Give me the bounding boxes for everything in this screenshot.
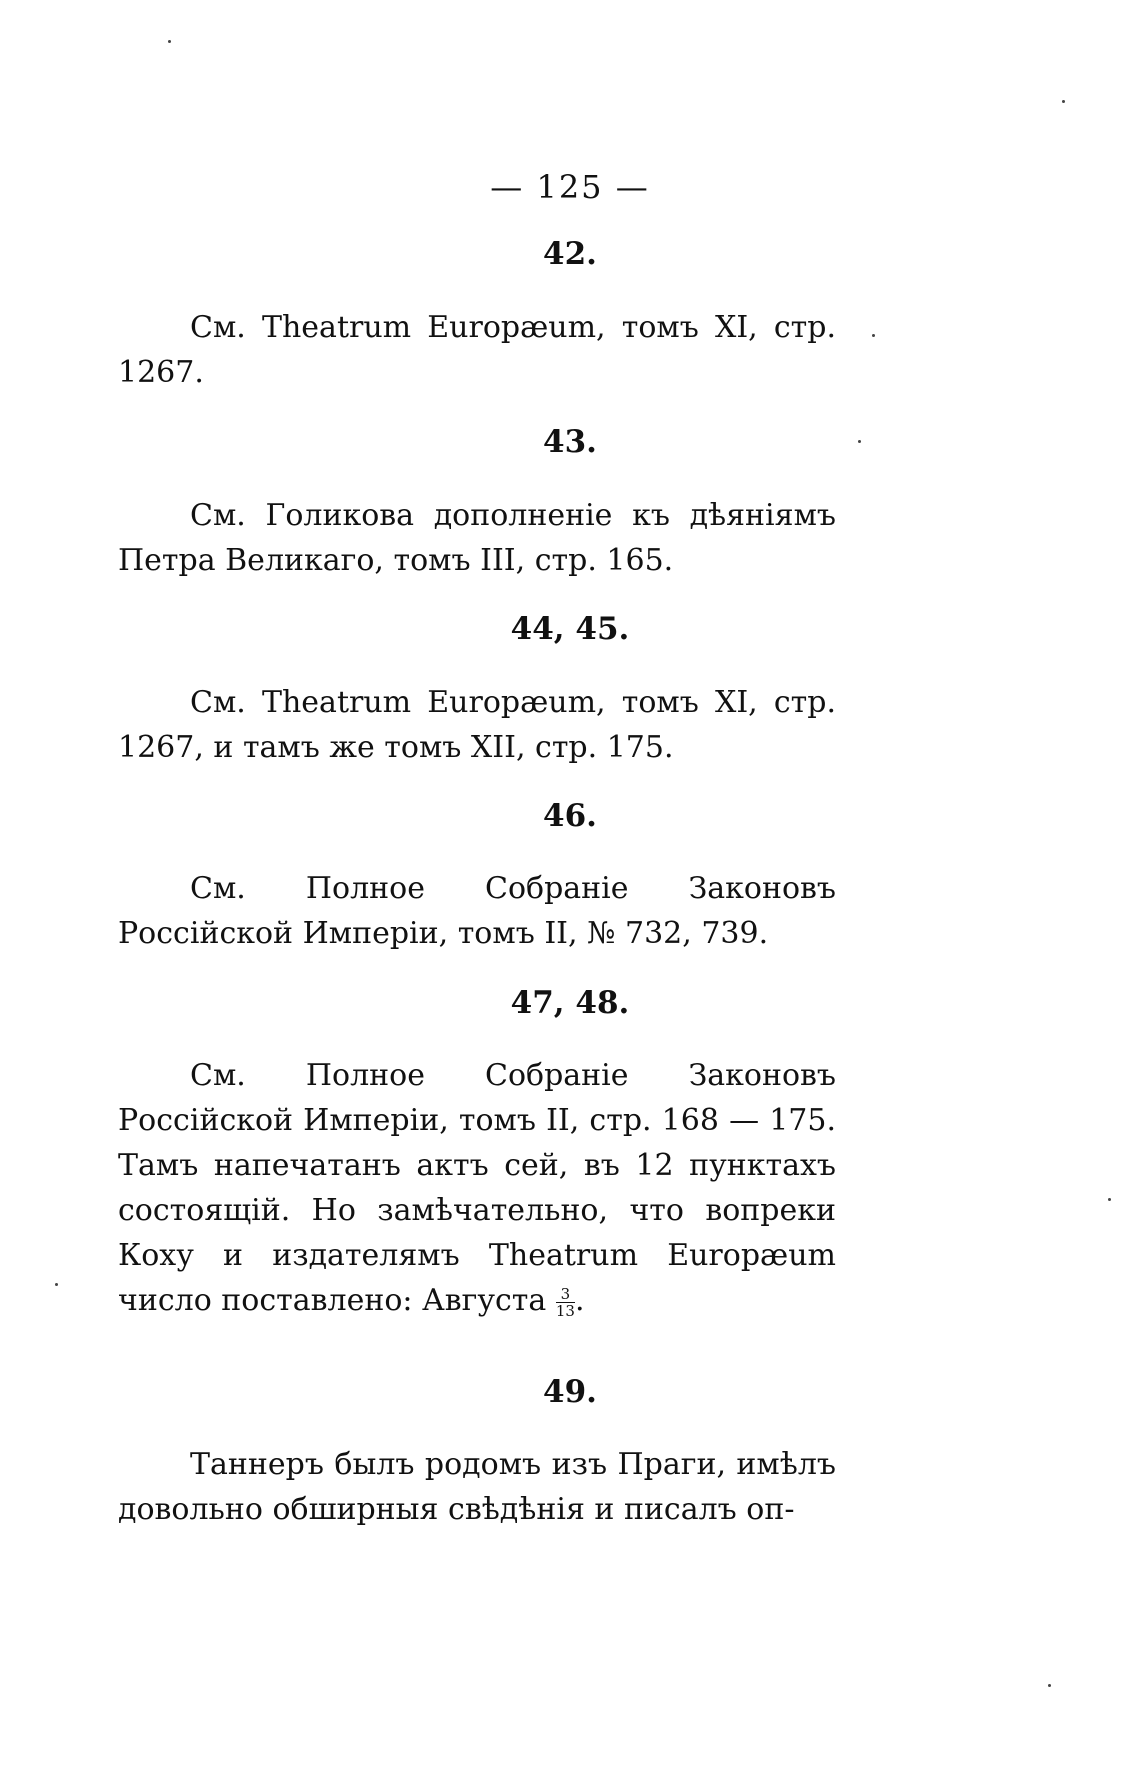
- page-number: — 125 —: [490, 168, 650, 206]
- scan-speck: [1048, 1684, 1051, 1687]
- note-text-44-45: См. Theatrum Europæum, томъ XI, стр. 1267, и тамъ же томъ XII, стр. 175.: [118, 685, 836, 765]
- note-number-42: 42.: [543, 236, 597, 272]
- fraction-denominator: 13: [555, 1301, 575, 1320]
- note-text-46: См. Полное Собраніе Законовъ Россійской Имперіи, томъ II, № 732, 739.: [118, 871, 836, 951]
- note-text-47-48-body: См. Полное Собраніе Законовъ Россійской Имперіи, томъ II, стр. 168 — 175. Тамъ напечатанъ актъ сей, въ 12 пунктахъ состоящій. Но замѣчательно, что вопреки Коху и издателямъ Theatrum Europæum число поставлено: Августа: [118, 1058, 836, 1318]
- note-text-47-48-end: .: [574, 1283, 585, 1318]
- scan-speck: [168, 40, 171, 43]
- note-number-47-48: 47, 48.: [510, 985, 630, 1021]
- date-fraction: [555, 1284, 575, 1320]
- note-number-46: 46.: [543, 798, 597, 834]
- note-text-47-48: [118, 1053, 836, 1323]
- note-text-42: См. Theatrum Europæum, томъ XI, стр. 1267.: [118, 310, 836, 390]
- scan-speck: [55, 1283, 58, 1286]
- fraction-numerator: 3: [560, 1284, 571, 1303]
- note-number-49: 49.: [543, 1374, 597, 1410]
- scan-speck: [858, 440, 861, 443]
- note-text-49: Таннеръ былъ родомъ изъ Праги, имѣлъ довольно обширныя свѣдѣнія и писалъ оп-: [118, 1447, 836, 1527]
- scan-speck: [872, 334, 875, 337]
- note-number-43: 43.: [543, 424, 597, 460]
- scan-speck: [1108, 1198, 1111, 1201]
- note-text-43: См. Голикова дополненіе къ дѣяніямъ Петра Великаго, томъ III, стр. 165.: [118, 498, 836, 578]
- scan-speck: [1062, 100, 1065, 103]
- note-number-44-45: 44, 45.: [510, 611, 630, 647]
